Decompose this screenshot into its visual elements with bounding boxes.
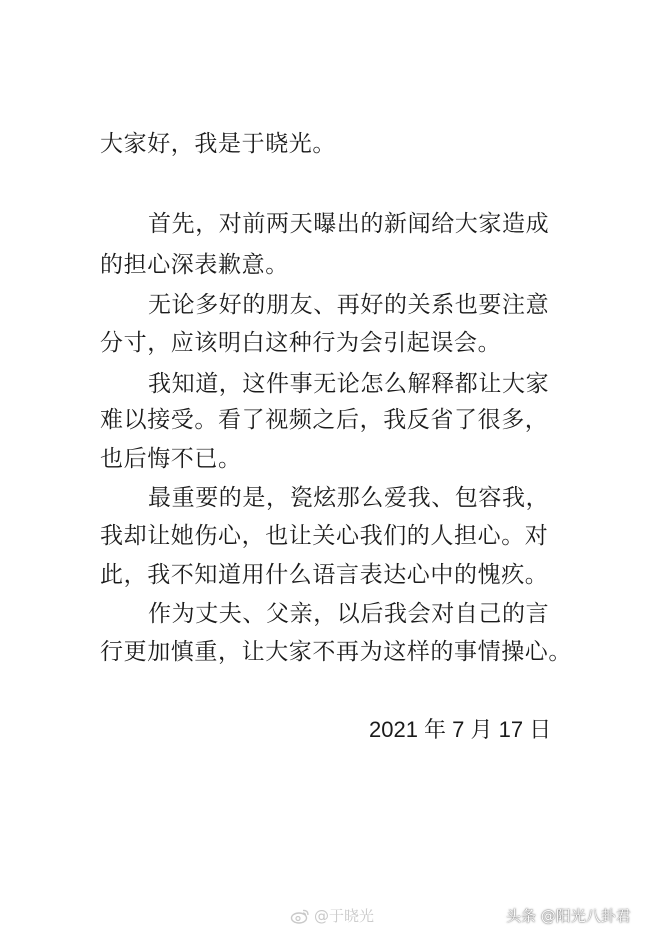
paragraph-4-line-3: 此，我不知道用什么语言表达心中的愧疚。 bbox=[100, 562, 549, 588]
paragraph-5-line-2: 行更加慎重，让大家不再为这样的事情操心。 bbox=[100, 639, 572, 665]
paragraph-2-line-1: 无论多好的朋友、再好的关系也要注意 bbox=[148, 292, 550, 318]
paragraph-3-line-2: 难以接受。看了视频之后，我反省了很多， bbox=[100, 407, 549, 433]
paragraph-4-line-1: 最重要的是，瓷炫那么爱我、包容我， bbox=[148, 485, 550, 511]
weibo-logo-icon bbox=[290, 908, 310, 924]
paragraph-3-line-1: 我知道，这件事无论怎么解释都让大家 bbox=[148, 371, 550, 397]
paragraph-4-line-2: 我却让她伤心，也让关心我们的人担心。对 bbox=[100, 523, 549, 549]
weibo-handle: @于晓光 bbox=[314, 907, 375, 925]
letter-date: 2021 年 7 月 17 日 bbox=[369, 717, 552, 742]
paragraph-1-line-1: 首先，对前两天曝出的新闻给大家造成 bbox=[148, 211, 550, 237]
paragraph-2-line-2: 分寸，应该明白这种行为会引起误会。 bbox=[100, 330, 502, 356]
weibo-watermark bbox=[290, 905, 374, 927]
paragraph-5-line-1: 作为丈夫、父亲，以后我会对自己的言 bbox=[148, 601, 550, 627]
toutiao-watermark: 头条 @阳光八卦君 bbox=[506, 907, 631, 925]
paragraph-1-line-2: 的担心深表歉意。 bbox=[100, 252, 289, 278]
paragraph-3-line-3: 也后悔不已。 bbox=[100, 446, 242, 472]
greeting: 大家好，我是于晓光。 bbox=[100, 131, 336, 157]
